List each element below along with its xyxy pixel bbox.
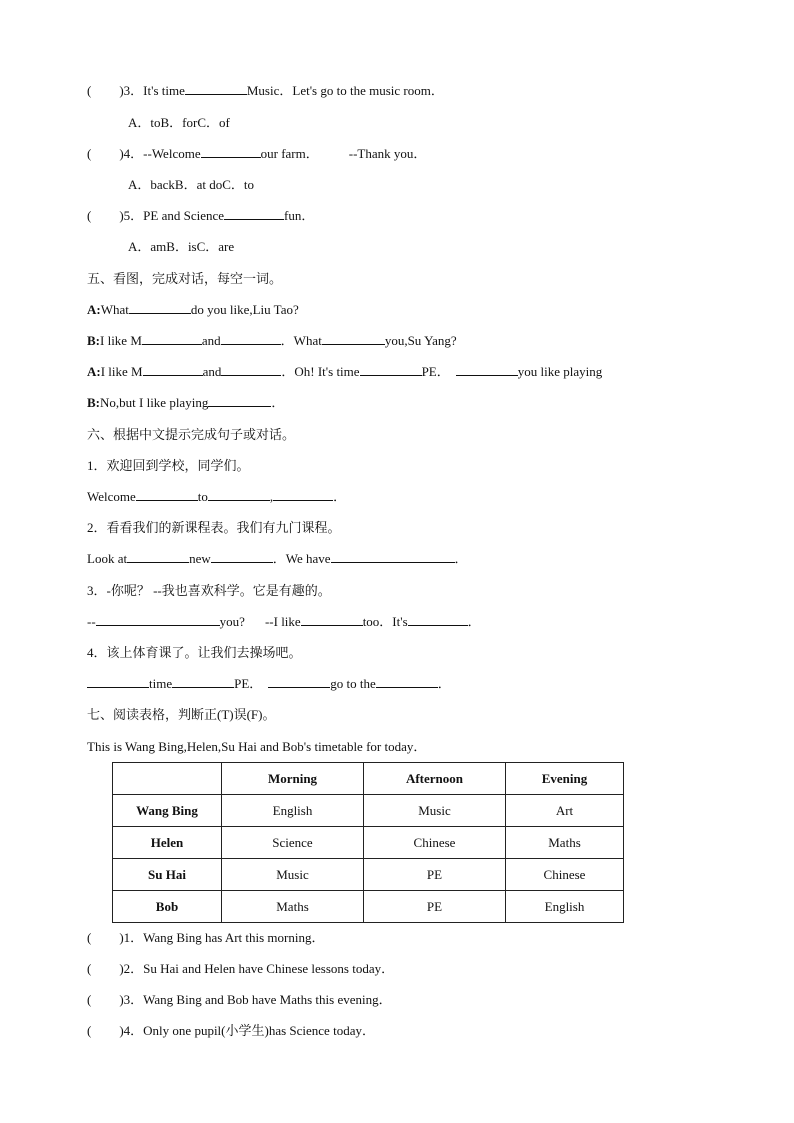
judge-item-1: ( )1．Wang Bing has Art this morning． <box>87 930 325 945</box>
row-label: Wang Bing <box>113 795 222 827</box>
table-row <box>113 859 624 891</box>
prompt-cn-1: 1．欢迎回到学校，同学们。 <box>87 458 250 473</box>
answer-blank[interactable] <box>331 550 455 563</box>
sentence-en-4: time PE． go to the ． <box>87 675 451 693</box>
table-header-row <box>113 763 624 795</box>
prompt-cn-2: 2．看看我们的新课程表。我们有九门课程。 <box>87 520 341 535</box>
answer-blank[interactable] <box>224 207 284 220</box>
answer-blank[interactable] <box>127 550 189 563</box>
section-6-heading: 六、根据中文提示完成句子或对话。 <box>87 427 296 442</box>
answer-blank[interactable] <box>408 613 468 626</box>
dialog-line-1: A:What do you like,Liu Tao? <box>87 302 299 317</box>
header-cell-morning: Morning <box>222 763 364 795</box>
mc-question-3: ( )3．It's time Music．Let's go to the music room． <box>87 83 444 98</box>
answer-blank[interactable] <box>87 675 149 688</box>
mc-options-5: A．amB．isC．are <box>128 239 235 254</box>
answer-blank[interactable] <box>201 145 261 158</box>
sentence-en-3: -- you? --I like too．It's ． <box>87 614 481 629</box>
answer-blank[interactable] <box>185 82 247 95</box>
table-cell: PE <box>364 859 506 891</box>
mc-options-4: A．backB．at doC．to <box>128 177 255 192</box>
table-cell: English <box>506 891 624 923</box>
judge-item-2: ( )2．Su Hai and Helen have Chinese lessons today． <box>87 961 395 976</box>
mc-question-4: ( )4．--Welcome our farm． --Thank you． <box>87 146 427 161</box>
table-row <box>113 891 624 923</box>
answer-blank[interactable] <box>129 301 191 314</box>
answer-blank[interactable] <box>211 550 273 563</box>
answer-blank[interactable] <box>208 488 270 501</box>
row-label: Su Hai <box>113 859 222 891</box>
row-label: Bob <box>113 891 222 923</box>
answer-blank[interactable] <box>143 363 203 376</box>
table-cell: Music <box>222 859 364 891</box>
dialog-line-2: B:I like M and ．What you,Su Yang? <box>87 333 457 348</box>
prompt-cn-4: 4．该上体育课了。让我们去操场吧。 <box>87 645 302 660</box>
answer-blank[interactable] <box>172 675 234 688</box>
row-label: Helen <box>113 827 222 859</box>
answer-blank[interactable] <box>456 363 518 376</box>
answer-blank[interactable] <box>208 394 271 407</box>
judge-item-3: ( )3．Wang Bing and Bob have Maths this evening． <box>87 992 392 1007</box>
answer-blank[interactable] <box>142 332 202 345</box>
answer-blank[interactable] <box>221 363 281 376</box>
answer-blank[interactable] <box>221 332 281 345</box>
header-cell <box>113 763 222 795</box>
judge-item-4: ( )4．Only one pupil(小学生)has Science today． <box>87 1023 375 1038</box>
answer-blank[interactable] <box>268 675 330 688</box>
dialog-line-3: A:I like M and ．Oh! It's time PE． you like playing <box>87 364 603 379</box>
table-intro: This is Wang Bing,Helen,Su Hai and Bob's timetable for today． <box>87 739 427 754</box>
table-cell: Music <box>364 795 506 827</box>
answer-blank[interactable] <box>301 613 363 626</box>
table-cell: Maths <box>506 827 624 859</box>
table-cell: Art <box>506 795 624 827</box>
answer-blank[interactable] <box>136 488 198 501</box>
answer-blank[interactable] <box>376 675 438 688</box>
sentence-en-1: Welcome to , ． <box>87 489 347 504</box>
table-cell: English <box>222 795 364 827</box>
answer-blank[interactable] <box>273 488 333 501</box>
table-cell: Science <box>222 827 364 859</box>
table-cell: Chinese <box>506 859 624 891</box>
answer-blank[interactable] <box>360 363 422 376</box>
dialog-line-4: B:No,but I like playing ． <box>87 395 285 410</box>
mc-options-3: A．toB．forC．of <box>128 115 230 130</box>
table-row <box>113 827 624 859</box>
header-cell-afternoon: Afternoon <box>364 763 506 795</box>
sentence-en-2: Look at new ．We have ． <box>87 551 468 566</box>
section-5-heading: 五、看图，完成对话，每空一词。 <box>87 271 283 286</box>
header-cell-evening: Evening <box>506 763 624 795</box>
answer-paren: ( <box>87 83 92 98</box>
answer-blank[interactable] <box>322 332 385 345</box>
prompt-cn-3: 3．-你呢？ --我也喜欢科学。它是有趣的。 <box>87 583 331 598</box>
table-cell: Maths <box>222 891 364 923</box>
section-7-heading: 七、阅读表格，判断正(T)误(F)。 <box>87 707 276 722</box>
mc-question-5: ( )5．PE and Science fun． <box>87 208 315 223</box>
table-cell: PE <box>364 891 506 923</box>
answer-blank[interactable] <box>96 613 220 626</box>
table-row <box>113 795 624 827</box>
table-cell: Chinese <box>364 827 506 859</box>
timetable <box>112 762 624 923</box>
